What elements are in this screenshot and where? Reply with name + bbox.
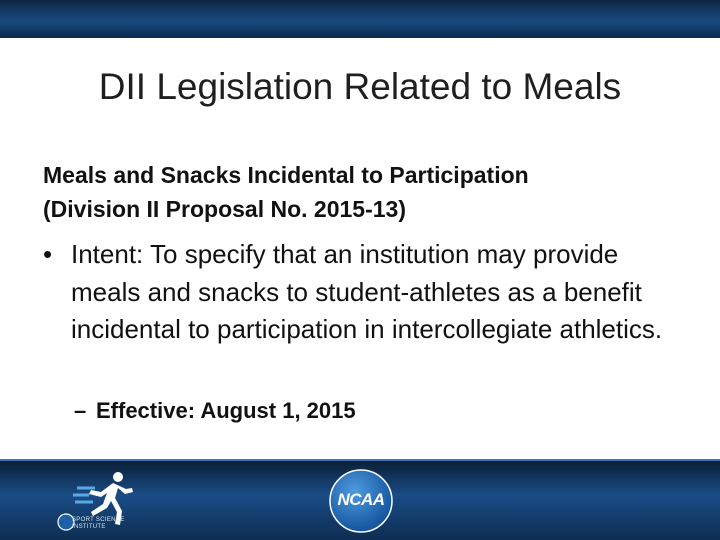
footer-top-edge bbox=[0, 459, 720, 461]
sub-bullet-marker: – bbox=[74, 398, 87, 423]
proposal-heading-line-1: Meals and Snacks Incidental to Participation bbox=[43, 162, 529, 188]
intent-text: Intent: To specify that an institution may provide meals and snacks to student-athletes as a benefit incidental to participation in intercollegiate athletics. bbox=[71, 239, 663, 344]
effective-date-bullet bbox=[74, 396, 674, 426]
effective-date-text: Effective: August 1, 2015 bbox=[96, 398, 356, 423]
proposal-heading-line-2: (Division II Proposal No. 2015-13) bbox=[43, 196, 406, 222]
proposal-heading bbox=[43, 158, 683, 226]
top-header-bar bbox=[0, 0, 720, 38]
ssi-logo-wordmark: SPORT SCIENCE INSTITUTE bbox=[72, 517, 125, 530]
slide-title: DII Legislation Related to Meals bbox=[98, 66, 622, 107]
bullet-marker: • bbox=[43, 239, 53, 269]
ncaa-logo-wordmark: NCAA bbox=[337, 490, 385, 509]
